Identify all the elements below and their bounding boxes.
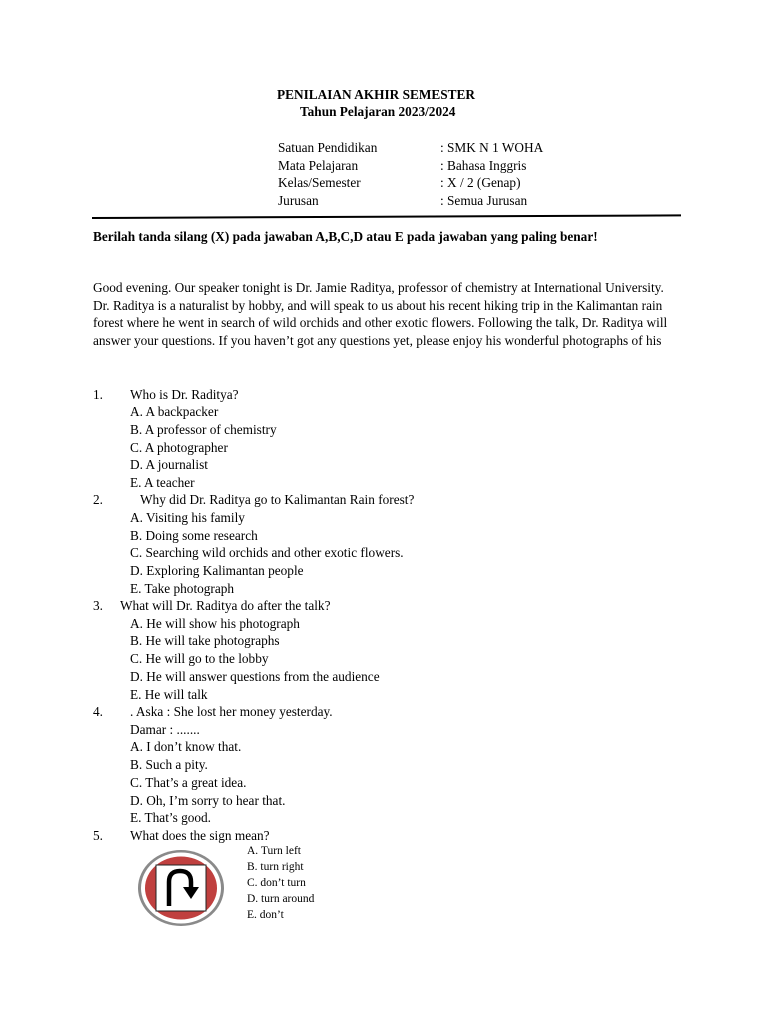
option-b: B. A professor of chemistry (130, 422, 277, 437)
u-turn-sign-icon (136, 848, 226, 928)
question-text: Who is Dr. Raditya? (130, 387, 239, 402)
option-e: E. Take photograph (130, 581, 235, 596)
question-text: What does the sign mean? (130, 828, 270, 843)
meta-value-class: : X / 2 (Genap) (440, 175, 521, 190)
question-text: . Aska : She lost her money yesterday. (130, 704, 333, 719)
option-e: E. He will talk (130, 687, 208, 702)
question-number: 2. (93, 492, 103, 507)
option-c: C. He will go to the lobby (130, 651, 269, 666)
meta-value-major: : Semua Jurusan (440, 193, 528, 208)
option-d: D. Exploring Kalimantan people (130, 563, 304, 578)
meta-label-subject: Mata Pelajaran (278, 158, 359, 173)
option-c: C. A photographer (130, 440, 228, 455)
question-text: Why did Dr. Raditya go to Kalimantan Rain forest? (140, 492, 415, 507)
option-a: A. Visiting his family (130, 510, 245, 525)
option-b: B. Doing some research (130, 528, 258, 543)
reading-passage: Good evening. Our speaker tonight is Dr. Jamie Raditya, professor of chemistry at International University. Dr. Raditya is a naturalist by hobby, and will speak to us about his recent hiking trip in the Kalimantan rain forest where he went in search of wild orchids and other exotic flowers. Following the talk, Dr. Raditya will answer your questions. If you haven’t got any questions yet, please enjoy his wonderful photographs of his (93, 280, 668, 349)
option-b: B. turn right (247, 861, 304, 873)
option-e: E. don’t (247, 909, 284, 921)
option-d: D. Oh, I’m sorry to hear that. (130, 793, 286, 808)
page-subtitle: Tahun Pelajaran 2023/2024 (300, 104, 456, 119)
option-a: A. A backpacker (130, 404, 219, 419)
page-title: PENILAIAN AKHIR SEMESTER (277, 87, 476, 102)
meta-label-class: Kelas/Semester (278, 175, 361, 190)
option-c: C. Searching wild orchids and other exotic flowers. (130, 545, 404, 560)
option-d: D. turn around (247, 893, 315, 905)
option-d: D. A journalist (130, 457, 208, 472)
option-e: E. A teacher (130, 475, 195, 490)
option-a: A. Turn left (247, 845, 301, 857)
option-a: A. I don’t know that. (130, 739, 242, 754)
option-e: E. That’s good. (130, 810, 212, 825)
meta-label-school: Satuan Pendidikan (278, 140, 378, 155)
option-d: D. He will answer questions from the audience (130, 669, 380, 684)
option-b: B. He will take photographs (130, 633, 280, 648)
option-b: B. Such a pity. (130, 757, 208, 772)
meta-value-school: : SMK N 1 WOHA (440, 140, 544, 155)
header-divider (92, 214, 681, 219)
dialogue-line: Damar : ....... (130, 722, 200, 737)
option-c: C. don’t turn (247, 877, 306, 889)
question-number: 4. (93, 704, 103, 719)
meta-label-major: Jurusan (278, 193, 319, 208)
question-number: 1. (93, 387, 103, 402)
meta-value-subject: : Bahasa Inggris (440, 158, 527, 173)
question-number: 5. (93, 828, 103, 843)
option-c: C. That’s a great idea. (130, 775, 247, 790)
question-number: 3. (93, 598, 103, 613)
instruction-text: Berilah tanda silang (X) pada jawaban A,B,C,D atau E pada jawaban yang paling benar! (93, 229, 598, 244)
question-text: What will Dr. Raditya do after the talk? (120, 598, 331, 613)
option-a: A. He will show his photograph (130, 616, 300, 631)
